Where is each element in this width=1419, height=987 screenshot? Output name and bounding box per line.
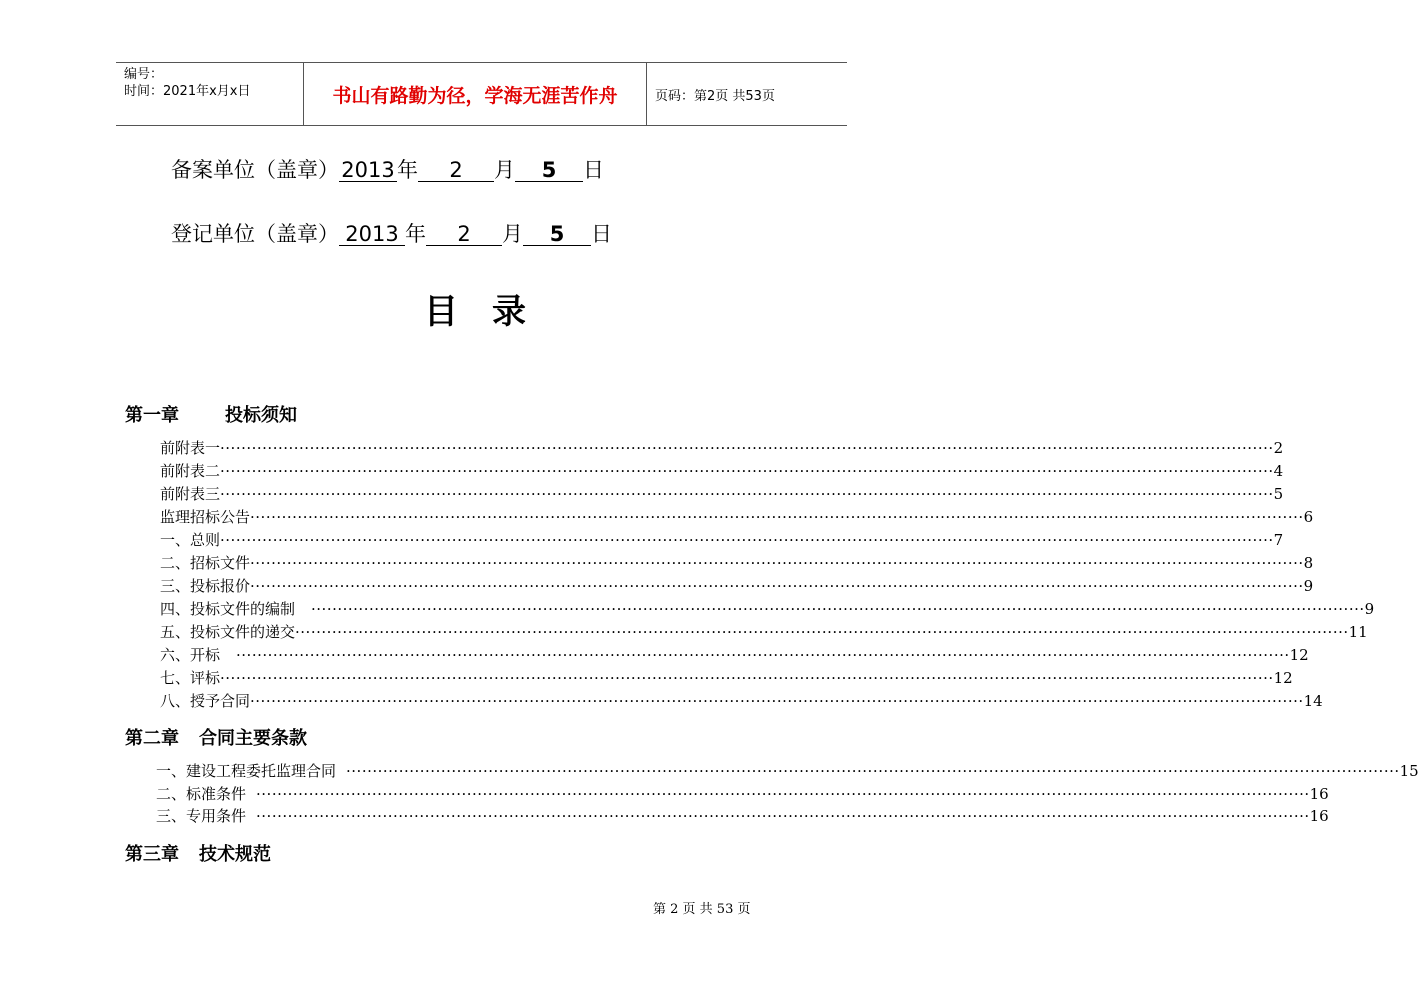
chapter-heading bbox=[125, 840, 271, 866]
toc-entry-page: 15 bbox=[1399, 762, 1419, 780]
registration-unit: 备案单位（盖章） bbox=[171, 158, 339, 182]
header-motto bbox=[304, 63, 647, 125]
header-page-info: 页码：第2页 共53页 bbox=[655, 88, 775, 104]
toc-entry-page: 5 bbox=[1273, 485, 1284, 503]
toc-entry-page: 7 bbox=[1273, 531, 1284, 549]
month-suffix: 月 bbox=[494, 158, 515, 182]
toc-leader: ········································································································································································································ bbox=[220, 462, 1274, 480]
chapter-heading bbox=[125, 724, 307, 750]
toc-entry[interactable] bbox=[156, 805, 1329, 827]
year-suffix: 年 bbox=[397, 158, 418, 182]
toc-entry-title: 二、标准条件 bbox=[156, 785, 247, 803]
toc-entry-title: 前附表三 bbox=[160, 485, 221, 503]
page-footer: 第 2 页 共 53 页 bbox=[653, 902, 751, 917]
toc-entry-page: 9 bbox=[1364, 600, 1375, 618]
toc-entry[interactable] bbox=[160, 598, 1375, 620]
toc-entry-page: 14 bbox=[1303, 692, 1323, 710]
document-time: 时间：2021年x月x日 bbox=[124, 84, 251, 99]
registration-month: 2 bbox=[426, 223, 502, 246]
toc-entry-title: 六、开标 bbox=[160, 646, 221, 664]
header-meta bbox=[116, 63, 304, 125]
toc-leader: ········································································································································································································ bbox=[220, 531, 1274, 549]
toc-leader: ········································································································································································································ bbox=[220, 485, 1274, 503]
registration-day: 5 bbox=[515, 159, 583, 182]
toc-title: 目录 bbox=[424, 292, 560, 332]
toc-leader: ········································································································································································································ bbox=[250, 577, 1304, 595]
toc-entry-title: 二、招标文件 bbox=[160, 554, 251, 572]
toc-entry-title: 四、投标文件的编制 bbox=[160, 600, 296, 618]
registration-month: 2 bbox=[418, 159, 494, 182]
toc-entry-title: 五、投标文件的递交 bbox=[160, 623, 296, 641]
toc-leader: ········································································································································································································ bbox=[311, 600, 1365, 618]
registration-year: 2013 bbox=[339, 223, 405, 246]
chapter-name: 合同主要条款 bbox=[199, 728, 307, 749]
toc-entry-title: 三、投标报价 bbox=[160, 577, 251, 595]
toc-entry[interactable] bbox=[160, 644, 1309, 666]
motto-text: 书山有路勤为径，学海无涯苦作舟 bbox=[332, 84, 618, 107]
toc-entry[interactable] bbox=[160, 437, 1284, 459]
registration-line-filing bbox=[171, 154, 604, 184]
registration-line-record bbox=[171, 218, 612, 248]
toc-entry-page: 2 bbox=[1273, 439, 1284, 457]
day-suffix: 日 bbox=[591, 222, 612, 246]
toc-leader: ········································································································································································································ bbox=[220, 669, 1274, 687]
toc-entry-page: 11 bbox=[1348, 623, 1368, 641]
toc-entry[interactable] bbox=[160, 690, 1323, 712]
toc-leader: ········································································································································································································ bbox=[346, 762, 1400, 780]
registration-day: 5 bbox=[523, 223, 591, 246]
toc-leader: ········································································································································································································ bbox=[295, 623, 1349, 641]
toc-leader: ········································································································································································································ bbox=[256, 785, 1310, 803]
month-suffix: 月 bbox=[502, 222, 523, 246]
toc-entry-page: 16 bbox=[1309, 785, 1329, 803]
document-number-label: 编号： bbox=[124, 67, 164, 82]
toc-entry-title: 一、总则 bbox=[160, 531, 221, 549]
toc-leader: ········································································································································································································ bbox=[250, 692, 1304, 710]
chapter-label: 第一章 bbox=[125, 405, 179, 426]
toc-entry-title: 三、专用条件 bbox=[156, 807, 247, 825]
toc-entry[interactable] bbox=[160, 667, 1293, 689]
chapter-name: 投标须知 bbox=[225, 405, 297, 426]
toc-entry-page: 8 bbox=[1303, 554, 1314, 572]
toc-entry[interactable] bbox=[160, 460, 1284, 482]
chapter-label: 第三章 bbox=[125, 844, 179, 865]
toc-entry[interactable] bbox=[160, 483, 1284, 505]
toc-entry-title: 一、建设工程委托监理合同 bbox=[156, 762, 337, 780]
toc-entry-page: 12 bbox=[1289, 646, 1309, 664]
toc-entry[interactable] bbox=[160, 506, 1314, 528]
toc-entry[interactable] bbox=[160, 552, 1314, 574]
toc-leader: ········································································································································································································ bbox=[220, 439, 1274, 457]
year-suffix: 年 bbox=[405, 222, 426, 246]
registration-year: 2013 bbox=[339, 159, 397, 182]
page-header bbox=[116, 62, 847, 126]
toc-entry-title: 八、授予合同 bbox=[160, 692, 251, 710]
toc-entry-page: 9 bbox=[1303, 577, 1314, 595]
toc-leader: ········································································································································································································ bbox=[250, 554, 1304, 572]
toc-entry-title: 七、评标 bbox=[160, 669, 221, 687]
toc-entry[interactable] bbox=[160, 529, 1284, 551]
toc-entry-page: 4 bbox=[1273, 462, 1284, 480]
toc-entry-page: 16 bbox=[1309, 807, 1329, 825]
toc-entry[interactable] bbox=[160, 575, 1314, 597]
toc-entry[interactable] bbox=[156, 760, 1419, 782]
chapter-name: 技术规范 bbox=[199, 844, 271, 865]
chapter-heading bbox=[125, 401, 297, 427]
toc-entry-title: 前附表一 bbox=[160, 439, 221, 457]
toc-entry[interactable] bbox=[160, 621, 1368, 643]
toc-entry-page: 12 bbox=[1273, 669, 1293, 687]
toc-leader: ········································································································································································································ bbox=[250, 508, 1304, 526]
toc-entry-page: 6 bbox=[1303, 508, 1314, 526]
registration-unit: 登记单位（盖章） bbox=[171, 222, 339, 246]
toc-entry-title: 前附表二 bbox=[160, 462, 221, 480]
toc-entry[interactable] bbox=[156, 783, 1329, 805]
toc-leader: ········································································································································································································ bbox=[256, 807, 1310, 825]
day-suffix: 日 bbox=[583, 158, 604, 182]
chapter-label: 第二章 bbox=[125, 728, 179, 749]
toc-entry-title: 监理招标公告 bbox=[160, 508, 251, 526]
toc-leader: ········································································································································································································ bbox=[236, 646, 1290, 664]
